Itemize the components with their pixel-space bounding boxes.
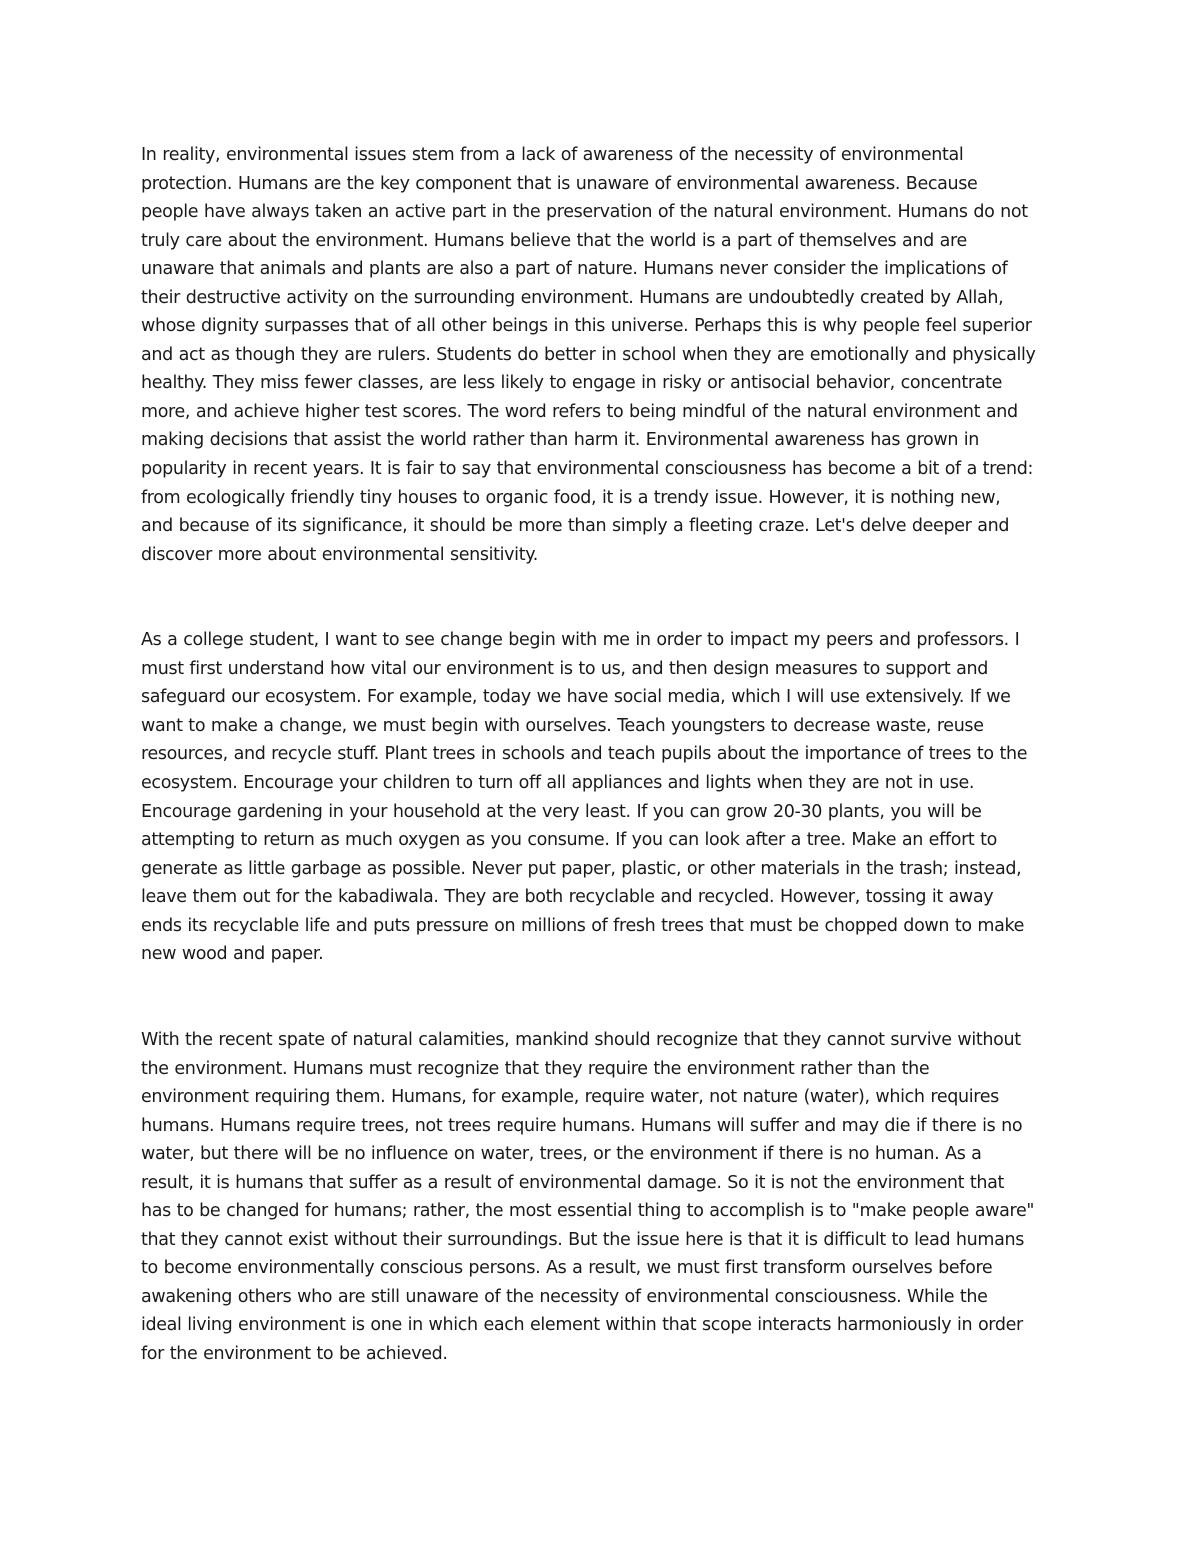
paragraph-2: As a college student, I want to see change begin with me in order to impact my peers and professors. I must first understand how vital our environment is to us, and then design measures to support and safeguard our ecosystem. For example, today we have social media, which I will use extensively. If we want to make a change, we must begin with ourselves. Teach youngsters to decrease waste, reuse resources, and recycle stuff. Plant trees in schools and teach pupils about the importance of trees to the ecosystem. Encourage your children to turn off all appliances and lights when they are not in use. Encourage gardening in your household at the very least. If you can grow 20-30 plants, you will be attempting to return as much oxygen as you consume. If you can look after a tree. Make an effort to generate as little garbage as possible. Never put paper, plastic, or other materials in the trash; instead, leave them out for the kabadiwala. They are both recyclable and recycled. However, tossing it away ends its recyclable life and puts pressure on millions of fresh trees that must be chopped down to make new wood and paper. bbox=[141, 630, 1028, 965]
document-body bbox=[141, 141, 1061, 1369]
paragraph-1: In reality, environmental issues stem from a lack of awareness of the necessity of environmental protection. Humans are the key component that is unaware of environmental awareness. Because people have always taken an active part in the preservation of the natural environment. Humans do not truly care about the environment. Humans believe that the world is a part of themselves and are unaware that animals and plants are also a part of nature. Humans never consider the implications of their destructive activity on the surrounding environment. Humans are undoubtedly created by Allah, whose dignity surpasses that of all other beings in this universe. Perhaps this is why people feel superior and act as though they are rulers. Students do better in school when they are emotionally and physically healthy. They miss fewer classes, are less likely to engage in risky or antisocial behavior, concentrate more, and achieve higher test scores. The word refers to being mindful of the natural environment and making decisions that assist the world rather than harm it. Environmental awareness has grown in popularity in recent years. It is fair to say that environmental consciousness has become a bit of a trend: from ecologically friendly tiny houses to organic food, it is a trendy issue. However, it is nothing new, and because of its significance, it should be more than simply a fleeting craze. Let's delve deeper and discover more about environmental sensitivity. bbox=[141, 145, 1036, 565]
paragraph-3: With the recent spate of natural calamities, mankind should recognize that they cannot survive without the environment. Humans must recognize that they require the environment rather than the environment requiring them. Humans, for example, require water, not nature (water), which requires humans. Humans require trees, not trees require humans. Humans will suffer and may die if there is no water, but there will be no influence on water, trees, or the environment if there is no human. As a result, it is humans that suffer as a result of environmental damage. So it is not the environment that has to be changed for humans; rather, the most essential thing to accomplish is to "make people aware" that they cannot exist without their surroundings. But the issue here is that it is difficult to lead humans to become environmentally conscious persons. As a result, we must first transform ourselves before awakening others who are still unaware of the necessity of environmental consciousness. While the ideal living environment is one in which each element within that scope interacts harmoniously in order for the environment to be achieved. bbox=[141, 1029, 1035, 1364]
